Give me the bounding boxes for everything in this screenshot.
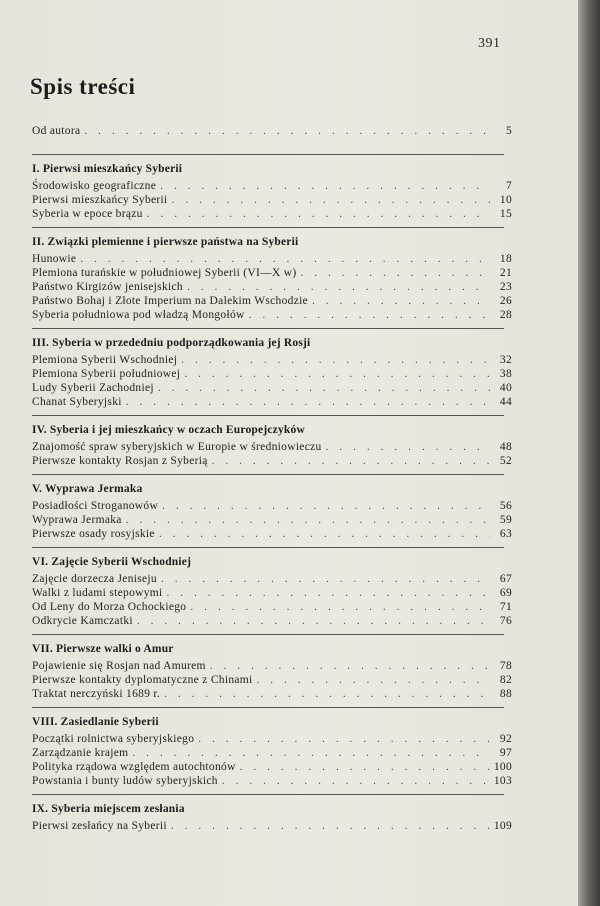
dot-leader: [249, 308, 490, 322]
toc-entry: [32, 732, 512, 746]
toc-entry: [32, 614, 512, 628]
toc-entry-page: 5: [505, 125, 512, 137]
section-divider: [32, 547, 504, 548]
toc-entry-label: Środowisko geograficzne: [32, 180, 157, 192]
toc-entry-page: 69: [499, 587, 512, 599]
toc-entry-label: Początki rolnictwa syberyjskiego: [32, 733, 195, 745]
toc-entry-page: 67: [499, 573, 512, 585]
toc-entry-label: Pierwsi zesłańcy na Syberii: [32, 820, 167, 832]
toc-entry-label: Pierwsze osady rosyjskie: [32, 528, 155, 540]
toc-entry: [32, 760, 512, 774]
toc-entry-label: Powstania i bunty ludów syberyjskich: [32, 775, 218, 787]
toc-entry-label: Pierwsi mieszkańcy Syberii: [32, 194, 168, 206]
dot-leader: [184, 367, 490, 381]
toc-entry-page: 10: [499, 194, 512, 206]
section-divider: [32, 154, 504, 155]
toc-entry-page: 76: [499, 615, 512, 627]
section-title: IX. Syberia miejscem zesłania: [32, 803, 185, 815]
toc-entry: [32, 600, 512, 614]
toc-entry: [32, 395, 512, 409]
toc-entry: [32, 308, 512, 322]
toc-entry-label: Zajęcie dorzecza Jeniseju: [32, 573, 157, 585]
toc-entry-page: 82: [499, 674, 512, 686]
toc-entry-intro: [32, 124, 512, 138]
dot-leader: [312, 294, 490, 308]
dot-leader: [126, 395, 490, 409]
toc-entry-page: 44: [499, 396, 512, 408]
toc-entry-label: Pierwsze kontakty Rosjan z Syberią: [32, 455, 208, 467]
toc-entry-label: Od autora: [32, 125, 81, 137]
toc-entry-page: 18: [499, 253, 512, 265]
toc-entry: [32, 353, 512, 367]
toc-entry: [32, 659, 512, 673]
toc-entry: [32, 454, 512, 468]
toc-entry-label: Wyprawa Jermaka: [32, 514, 122, 526]
toc-entry-page: 59: [499, 514, 512, 526]
toc-entry-label: Plemiona turańskie w południowej Syberii (VI—X w): [32, 267, 297, 279]
section-title: VI. Zajęcie Syberii Wschodniej: [32, 556, 192, 568]
dot-leader: [164, 687, 490, 701]
section-title: IV. Syberia i jej mieszkańcy w oczach Europejczyków: [32, 424, 305, 436]
dot-leader: [190, 600, 490, 614]
toc-entry-page: 7: [505, 180, 512, 192]
section-divider: [32, 474, 504, 475]
dot-leader: [240, 760, 490, 774]
toc-entry-label: Walki z ludami stepowymi: [32, 587, 163, 599]
dot-leader: [147, 207, 490, 221]
dot-leader: [187, 280, 490, 294]
toc-entry-label: Znajomość spraw syberyjskich w Europie w średniowieczu: [32, 441, 322, 453]
toc-entry-page: 103: [493, 775, 512, 787]
dot-leader: [158, 381, 490, 395]
toc-entry: [32, 499, 512, 513]
toc-entry: [32, 179, 512, 193]
toc-entry-label: Posiadłości Stroganowów: [32, 500, 159, 512]
toc-entry-page: 63: [499, 528, 512, 540]
dot-leader: [326, 440, 490, 454]
toc-entry-page: 48: [499, 441, 512, 453]
toc-entry: [32, 381, 512, 395]
toc-entry-page: 78: [499, 660, 512, 672]
dot-leader: [132, 746, 490, 760]
toc-entry-page: 52: [499, 455, 512, 467]
toc-entry: [32, 294, 512, 308]
dot-leader: [126, 513, 490, 527]
toc-entry: [32, 774, 512, 788]
toc-entry-label: Plemiona Syberii Wschodniej: [32, 354, 178, 366]
toc-entry-label: Ludy Syberii Zachodniej: [32, 382, 154, 394]
dot-leader: [84, 124, 490, 138]
toc-entry-page: 100: [493, 761, 512, 773]
dot-leader: [159, 527, 490, 541]
section-title: I. Pierwsi mieszkańcy Syberii: [32, 163, 183, 175]
dot-leader: [161, 572, 490, 586]
section-divider: [32, 634, 504, 635]
dot-leader: [222, 774, 490, 788]
section-title: VIII. Zasiedlanie Syberii: [32, 716, 159, 728]
table-of-contents: [32, 124, 512, 833]
section-title: VII. Pierwsze walki o Amur: [32, 643, 174, 655]
toc-entry-label: Hunowie: [32, 253, 77, 265]
section-divider: [32, 227, 504, 228]
page-number: 391: [478, 36, 501, 51]
dot-leader: [198, 732, 490, 746]
toc-entry: [32, 527, 512, 541]
toc-entry-page: 40: [499, 382, 512, 394]
toc-entry-page: 26: [499, 295, 512, 307]
section-divider: [32, 328, 504, 329]
toc-entry-label: Chanat Syberyjski: [32, 396, 122, 408]
dot-leader: [172, 193, 490, 207]
page-title: Spis treści: [30, 74, 136, 99]
toc-entry-page: 15: [499, 208, 512, 220]
dot-leader: [181, 353, 490, 367]
toc-entry-page: 21: [499, 267, 512, 279]
dot-leader: [300, 266, 490, 280]
toc-entry-label: Od Leny do Morza Ochockiego: [32, 601, 187, 613]
toc-entry-page: 71: [499, 601, 512, 613]
toc-entry-label: Państwo Kirgizów jenisejskich: [32, 281, 183, 293]
toc-entry-page: 97: [499, 747, 512, 759]
toc-entry: [32, 367, 512, 381]
dot-leader: [171, 819, 490, 833]
section-title: V. Wyprawa Jermaka: [32, 483, 143, 495]
toc-entry-page: 109: [493, 820, 512, 832]
spacer: [32, 138, 512, 148]
toc-entry-label: Syberia południowa pod władzą Mongołów: [32, 309, 245, 321]
toc-entry-label: Syberia w epoce brązu: [32, 208, 143, 220]
toc-entry: [32, 252, 512, 266]
section-divider: [32, 415, 504, 416]
toc-entry: [32, 687, 512, 701]
toc-sections: [32, 154, 512, 833]
dot-leader: [257, 673, 490, 687]
toc-entry-label: Traktat nerczyński 1689 r.: [32, 688, 161, 700]
section-title: II. Związki plemienne i pierwsze państwa na Syberii: [32, 236, 299, 248]
dot-leader: [80, 252, 490, 266]
toc-entry: [32, 746, 512, 760]
dot-leader: [212, 454, 490, 468]
dot-leader: [162, 499, 490, 513]
toc-entry-label: Zarządzanie krajem: [32, 747, 129, 759]
toc-entry-page: 56: [499, 500, 512, 512]
toc-entry-label: Państwo Bohaj i Złote Imperium na Dalekim Wschodzie: [32, 295, 309, 307]
toc-entry-label: Polityka rządowa względem autochtonów: [32, 761, 236, 773]
toc-entry: [32, 673, 512, 687]
toc-entry-page: 88: [499, 688, 512, 700]
book-binding: [578, 0, 600, 906]
toc-entry: [32, 572, 512, 586]
toc-entry: [32, 819, 512, 833]
section-divider: [32, 707, 504, 708]
dot-leader: [137, 614, 490, 628]
dot-leader: [160, 179, 490, 193]
dot-leader: [167, 586, 490, 600]
toc-entry: [32, 513, 512, 527]
toc-entry-label: Plemiona Syberii południowej: [32, 368, 181, 380]
toc-entry-page: 32: [499, 354, 512, 366]
section-divider: [32, 794, 504, 795]
toc-entry-label: Pierwsze kontakty dyplomatyczne z Chinami: [32, 674, 253, 686]
toc-entry: [32, 193, 512, 207]
toc-entry-page: 28: [499, 309, 512, 321]
toc-entry: [32, 280, 512, 294]
toc-entry-label: Pojawienie się Rosjan nad Amurem: [32, 660, 206, 672]
toc-entry: [32, 207, 512, 221]
dot-leader: [210, 659, 490, 673]
toc-entry-page: 38: [499, 368, 512, 380]
section-title: III. Syberia w przededniu podporządkowania jej Rosji: [32, 337, 311, 349]
toc-entry: [32, 440, 512, 454]
toc-entry-page: 92: [499, 733, 512, 745]
toc-entry: [32, 266, 512, 280]
toc-entry-label: Odkrycie Kamczatki: [32, 615, 133, 627]
toc-entry: [32, 586, 512, 600]
toc-entry-page: 23: [499, 281, 512, 293]
